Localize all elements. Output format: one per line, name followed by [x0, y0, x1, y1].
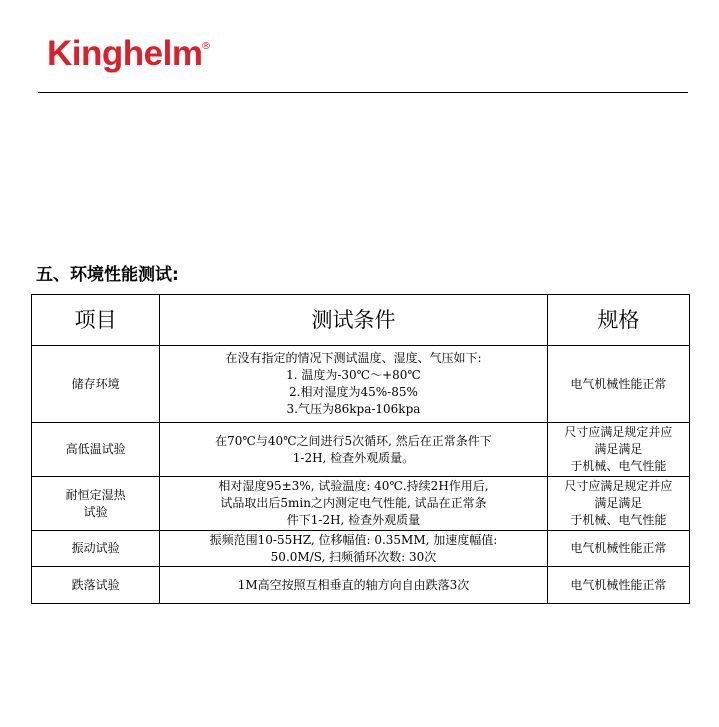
item-cell: [32, 531, 160, 567]
registered-mark: ®: [201, 41, 211, 52]
spec-text: 电气机械性能正常: [570, 577, 667, 592]
spec-text: 于机械、电气性能: [570, 513, 667, 527]
table-row: [32, 477, 690, 531]
spec-cell: [547, 531, 689, 567]
header-conditions: 测试条件: [160, 295, 548, 346]
item-text: 试验: [83, 504, 108, 519]
table-row: [32, 567, 690, 604]
spec-text: 尺寸应满足规定并应: [564, 425, 673, 439]
condition-line: 1M高空按照互相垂直的轴方向自由跌落3次: [237, 577, 470, 592]
header-item: 项目: [32, 295, 160, 346]
spec-cell: [547, 346, 689, 423]
spec-text: 满足满足: [594, 442, 643, 456]
conditions-cell: [160, 346, 548, 423]
header-spec: 规格: [547, 295, 689, 346]
spec-text: 尺寸应满足规定并应: [564, 479, 673, 493]
kinghelm-logo: Kinghelm: [47, 34, 203, 73]
condition-line: 1. 温度为-30℃～+80℃: [286, 368, 421, 382]
table-row: [32, 531, 690, 567]
item-cell: [32, 346, 160, 423]
header-divider: [38, 92, 688, 93]
condition-line: 3.气压为86kpa-106kpa: [286, 402, 421, 416]
conditions-cell: [160, 567, 548, 604]
item-text: 储存环境: [71, 376, 120, 391]
conditions-cell: [160, 531, 548, 567]
condition-line: 50.0M/S, 扫频循环次数: 30次: [270, 549, 437, 564]
spec-text: 电气机械性能正常: [570, 376, 667, 391]
conditions-cell: [160, 423, 548, 477]
item-text: 跌落试验: [71, 577, 120, 592]
item-text: 高低温试验: [65, 442, 126, 456]
condition-line: 件下1-2H, 检查外观质量: [286, 513, 421, 527]
item-text: 振动试验: [71, 541, 120, 555]
spec-cell: [547, 477, 689, 531]
spec-text: 电气机械性能正常: [570, 541, 667, 555]
section-title: 五、环境性能测试:: [36, 265, 179, 285]
condition-line: 试品取出后5min之内测定电气性能, 试品在正常条: [220, 496, 487, 510]
condition-line: 相对湿度95±3%, 试验温度: 40℃.持续2H作用后,: [218, 479, 489, 493]
spec-text: 满足满足: [594, 496, 643, 510]
condition-line: 振频范围10-55HZ, 位移幅值: 0.35MM, 加速度幅值:: [209, 532, 498, 547]
environmental-test-table: [31, 294, 690, 604]
condition-line: 在70℃与40℃之间进行5次循环, 然后在正常条件下: [215, 433, 492, 448]
spec-text: 于机械、电气性能: [570, 459, 667, 473]
table-header-row: [32, 295, 690, 346]
condition-line: 2.相对湿度为45%-85%: [289, 385, 418, 399]
item-cell: [32, 423, 160, 477]
item-cell: [32, 477, 160, 531]
conditions-cell: [160, 477, 548, 531]
table-row: [32, 346, 690, 423]
table-row: [32, 423, 690, 477]
item-text: 耐恒定湿热: [65, 487, 126, 502]
spec-cell: [547, 423, 689, 477]
condition-line: 在没有指定的情况下测试温度、湿度、气压如下:: [225, 351, 482, 365]
spec-cell: [547, 567, 689, 604]
condition-line: 1-2H, 检查外观质量。: [292, 450, 415, 465]
item-cell: [32, 567, 160, 604]
